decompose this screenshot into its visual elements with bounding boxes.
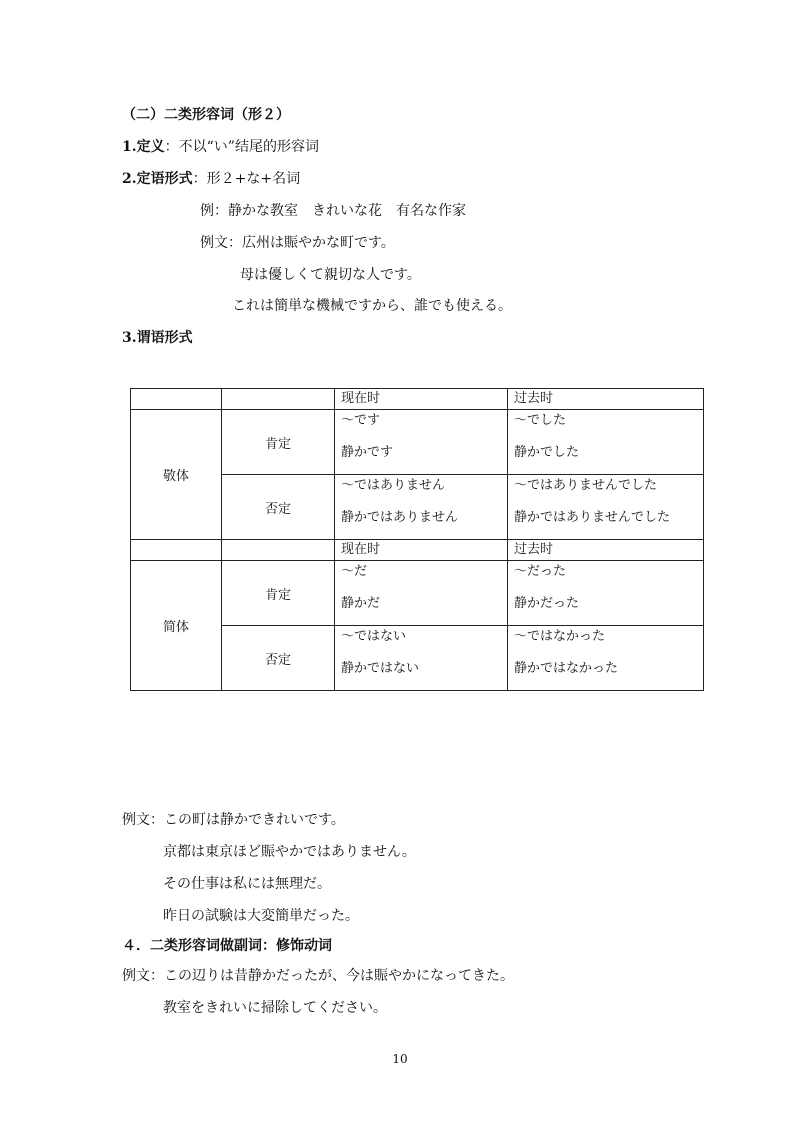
attributive-text: ：形２+な+名词 [192, 171, 301, 187]
attributive-line [122, 168, 300, 188]
table-row [131, 410, 704, 475]
definition-line [122, 136, 319, 156]
section-title: （二）二类形容词（形２） [122, 107, 290, 123]
present-cell: ～です 静かです [335, 410, 508, 475]
present-cell: ～だ 静かだ [335, 561, 508, 626]
attributive-label: 2.定语形式 [122, 171, 193, 187]
present-cell: ～ではありません 静かではありません [335, 475, 508, 540]
past-cell: ～でした 静かでした [508, 410, 704, 475]
example-words: 例：静かな教室 きれいな花 有名な作家 [200, 203, 466, 219]
header-present: 现在时 [335, 389, 508, 410]
page-number: 10 [392, 1052, 408, 1066]
past-cell: ～ではありませんでした 静かではありませんでした [508, 475, 704, 540]
style-cell: 敬体 [131, 410, 222, 540]
past-cell: ～だった 静かだった [508, 561, 704, 626]
definition-label: 1.定义 [122, 139, 165, 155]
table-row [131, 561, 704, 626]
adverb-sentence-1: 例文：この辺りは昔静かだったが、今は賑やかになってきた。 [122, 968, 514, 984]
present-cell: ～ではない 静かではない [335, 626, 508, 691]
table-header-row [131, 389, 704, 410]
polarity-cell: 否定 [222, 475, 335, 540]
style-cell: 简体 [131, 561, 222, 691]
example-sentence-3: これは簡単な機械ですから、誰でも使える。 [232, 298, 512, 314]
example2-sentence-1: 例文：この町は静かできれいです。 [122, 812, 345, 828]
conjugation-table [130, 388, 704, 691]
header-past: 过去时 [508, 540, 704, 561]
example-sentence-2: 母は優しくて親切な人です。 [240, 267, 421, 283]
example-sentence-1: 例文：広州は賑やかな町です。 [200, 235, 395, 251]
table-header-row [131, 540, 704, 561]
polarity-cell: 否定 [222, 626, 335, 691]
adverb-sentence-2: 教室をきれいに掃除してください。 [163, 1000, 387, 1016]
example2-sentence-2: 京都は東京ほど賑やかではありません。 [163, 844, 416, 860]
past-cell: ～ではなかった 静かではなかった [508, 626, 704, 691]
adverb-title: ４．二类形容词做副词：修饰动词 [122, 938, 332, 954]
header-past: 过去时 [508, 389, 704, 410]
definition-text: ：不以“い”结尾的形容词 [164, 139, 319, 155]
predicate-label: 3.谓语形式 [122, 330, 193, 346]
polarity-cell: 肯定 [222, 561, 335, 626]
example2-sentence-3: その仕事は私には無理だ。 [163, 876, 331, 892]
polarity-cell: 肯定 [222, 410, 335, 475]
header-present: 现在时 [335, 540, 508, 561]
example2-sentence-4: 昨日の試験は大変簡単だった。 [163, 908, 359, 924]
